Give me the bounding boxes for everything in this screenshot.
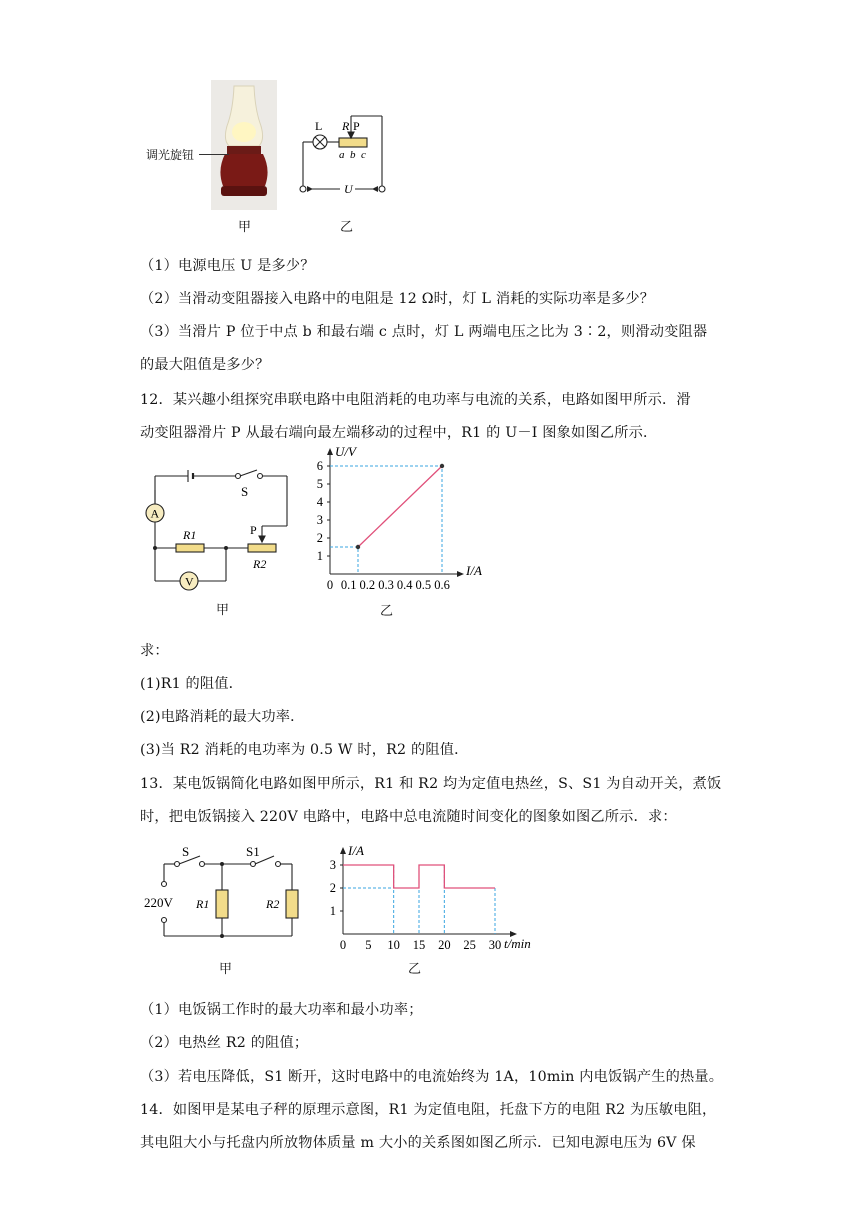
q11-sub2: （2）当滑动变阻器接入电路中的电阻是 12 Ω时，灯 L 消耗的实际功率是多少？ bbox=[140, 291, 655, 307]
y-axis-arrow bbox=[340, 847, 346, 854]
x-tick-label: 0 bbox=[326, 578, 334, 592]
q13-sub2: （2）电热丝 R2 的阻值； bbox=[140, 1035, 309, 1051]
slider-P-label: P bbox=[250, 523, 257, 537]
y-axis-label: U/V bbox=[335, 444, 356, 459]
series-line bbox=[343, 865, 495, 888]
x-tick-label: 0.1 bbox=[340, 578, 357, 592]
x-tick-label: 0 bbox=[339, 938, 347, 952]
q12-ask: 求： bbox=[140, 643, 169, 659]
q14-intro-a: 14．如图甲是某电子秤的原理示意图，R1 为定值电阻，托盘下方的电阻 R2 为压敏电阻， bbox=[140, 1102, 717, 1118]
q13-R1-label: R1 bbox=[196, 897, 210, 911]
q14-intro-b: 其电阻大小与托盘内所放物体质量 m 大小的关系图如图乙所示．已知电源电压为 6V 保 bbox=[140, 1135, 696, 1151]
y-tick-label: 3 bbox=[316, 513, 323, 527]
x-axis-label: t/min bbox=[504, 936, 531, 951]
q11-sub3a: （3）当滑片 P 位于中点 b 和最右端 c 点时，灯 L 两端电压之比为 3∶2，则滑动变阻器 bbox=[140, 324, 708, 340]
fig1-caption-right: 乙 bbox=[340, 220, 354, 235]
data-point bbox=[440, 464, 444, 468]
y-tick-label: 1 bbox=[329, 904, 336, 918]
q13-R1-symbol bbox=[216, 890, 228, 918]
voltmeter-label: V bbox=[185, 574, 194, 589]
q12-sub2: (2)电路消耗的最大功率． bbox=[140, 709, 305, 725]
q13-sub3: （3）若电压降低，S1 断开，这时电路中的电流始终为 1A，10min 内电饭锅产生的热量。 bbox=[140, 1069, 724, 1085]
y-tick-label: 3 bbox=[329, 858, 336, 872]
data-point bbox=[356, 545, 360, 549]
q13-intro-b: 时，把电饭锅接入 220V 电路中，电路中总电流随时间变化的图象如图乙所示．求： bbox=[140, 809, 677, 825]
point-a: a bbox=[339, 149, 345, 161]
y-tick-label: 6 bbox=[316, 459, 323, 473]
slider-P-label: P bbox=[353, 119, 360, 133]
voltage-U-label: U bbox=[344, 182, 353, 196]
q13-intro-a: 13．某电饭锅简化电路如图甲所示，R1 和 R2 均为定值电热丝，S、S1 为自动开关，煮饭 bbox=[140, 776, 722, 792]
y-tick-label: 1 bbox=[316, 549, 323, 563]
x-tick-label: 0.4 bbox=[396, 578, 413, 592]
R2-symbol bbox=[248, 544, 276, 552]
q12-circuit-caption: 甲 bbox=[216, 603, 230, 618]
q13-it-graph bbox=[330, 838, 545, 956]
x-tick-label: 0.6 bbox=[434, 578, 450, 592]
q13-R2-label: R2 bbox=[266, 897, 280, 911]
q12-intro-b: 动变阻器滑片 P 从最右端向最左端移动的过程中，R1 的 U－I 图象如图乙所示． bbox=[140, 425, 658, 441]
q13-sub1: （1）电饭锅工作时的最大功率和最小功率； bbox=[140, 1002, 423, 1018]
x-tick-label: 20 bbox=[438, 938, 451, 952]
q12-graph-caption: 乙 bbox=[380, 604, 394, 619]
rheostat-symbol bbox=[339, 138, 367, 147]
q12-sub1: (1)R1 的阻值． bbox=[140, 676, 244, 692]
q13-voltage-label: 220V bbox=[144, 895, 173, 910]
guide-line bbox=[330, 547, 358, 574]
point-b: b bbox=[350, 149, 356, 161]
q12-ui-graph bbox=[308, 444, 508, 603]
y-tick-label: 2 bbox=[316, 531, 323, 545]
q12-sub3: (3)当 R2 消耗的电功率为 0.5 W 时，R2 的阻值． bbox=[140, 742, 469, 758]
q13-circuit bbox=[142, 842, 312, 942]
R1-symbol bbox=[176, 544, 204, 552]
knob-pointer-line bbox=[199, 154, 229, 155]
y-axis-arrow bbox=[327, 448, 333, 455]
x-tick-label: 0.2 bbox=[359, 578, 376, 592]
point-c: c bbox=[361, 149, 366, 161]
x-tick-label: 30 bbox=[488, 938, 502, 952]
x-axis-label: I/A bbox=[466, 563, 482, 578]
x-tick-label: 0.3 bbox=[378, 578, 394, 592]
R2-label: R2 bbox=[253, 557, 267, 571]
y-axis-label: I/A bbox=[348, 843, 364, 858]
x-tick-label: 0.5 bbox=[415, 578, 432, 592]
x-tick-label: 15 bbox=[412, 938, 426, 952]
knob-label: 调光旋钮 bbox=[146, 148, 195, 162]
rheostat-R-label: R bbox=[342, 119, 350, 133]
switch-S-label: S bbox=[241, 484, 249, 499]
fig1-caption-left: 甲 bbox=[238, 220, 252, 235]
series-line bbox=[358, 466, 442, 547]
lamp-label: L bbox=[315, 119, 323, 133]
x-tick-label: 5 bbox=[365, 938, 372, 952]
q13-graph-caption: 乙 bbox=[408, 962, 422, 977]
x-axis-arrow bbox=[457, 571, 464, 577]
y-tick-label: 4 bbox=[316, 495, 323, 509]
x-tick-label: 10 bbox=[387, 938, 400, 952]
lamp-photo bbox=[211, 80, 277, 210]
ammeter-label: A bbox=[150, 506, 160, 521]
lamp-illustration bbox=[211, 80, 277, 210]
q13-switch-S1-label: S1 bbox=[246, 844, 260, 859]
x-tick-label: 25 bbox=[463, 938, 476, 952]
q11-sub3b: 的最大阻值是多少？ bbox=[140, 357, 270, 373]
q12-intro-a: 12．某兴趣小组探究串联电路中电阻消耗的电功率与电流的关系，电路如图甲所示．滑 bbox=[140, 392, 691, 408]
q11-sub1: （1）电源电压 U 是多少？ bbox=[140, 258, 315, 274]
q13-switch-S-label: S bbox=[182, 844, 190, 859]
q12-circuit bbox=[140, 468, 300, 590]
q13-circuit-caption: 甲 bbox=[219, 962, 233, 977]
R1-label: R1 bbox=[183, 528, 197, 542]
fig1-circuit bbox=[295, 110, 395, 200]
y-tick-label: 2 bbox=[329, 881, 336, 895]
y-tick-label: 5 bbox=[316, 477, 323, 491]
q13-R2-symbol bbox=[286, 890, 298, 918]
